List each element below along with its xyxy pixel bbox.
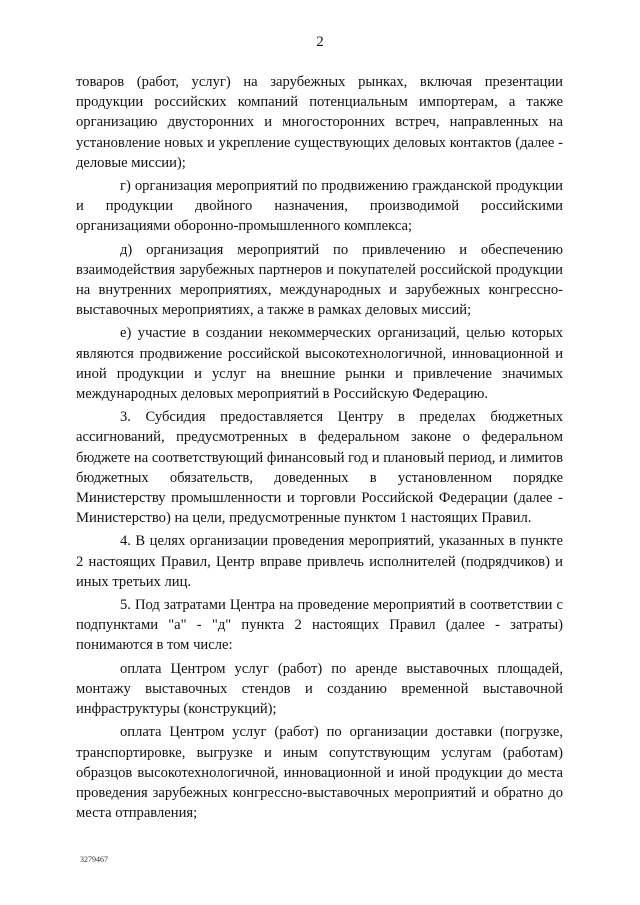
document-body bbox=[76, 72, 563, 826]
paragraph-expense-delivery: оплата Центром услуг (работ) по организации доставки (погрузке, транспортировке, выгрузке и иным сопутствующим услугам (работам) образцов высокотехнологичной, инновационной и иной продукции до места проведения зарубежных конгрессно-выставочных мероприятий и обратно до места отправления; bbox=[76, 724, 563, 822]
paragraph-continuation: товаров (работ, услуг) на зарубежных рынках, включая презентации продукции российских компаний потенциальным импортерам, а также организацию двусторонних и многосторонних встреч, направленных на установление новых и укрепление существующих деловых контактов (далее - деловые миссии); bbox=[76, 74, 563, 171]
paragraph-item-e: е) участие в создании некоммерческих организаций, целью которых являются продвижение российской высокотехнологичной, инновационной и иной продукции и услуг на внешние рынки и привлечение значимых международных деловых мероприятий в Российскую Федерацию. bbox=[76, 325, 563, 403]
paragraph-clause-4: 4. В целях организации проведения мероприятий, указанных в пункте 2 настоящих Правил, Центр вправе привлечь исполнителей (подрядчиков) и иных третьих лиц. bbox=[76, 533, 563, 590]
page-number: 2 bbox=[316, 34, 324, 50]
document-id: 3279467 bbox=[80, 855, 108, 864]
paragraph-expense-rent: оплата Центром услуг (работ) по аренде выставочных площадей, монтажу выставочных стендов и созданию временной выставочной инфраструктуры (конструкций); bbox=[76, 660, 563, 718]
paragraph-clause-3: 3. Субсидия предоставляется Центру в пределах бюджетных ассигнований, предусмотренных в федеральном законе о федеральном бюджете на соответствующий финансовый год и плановый период, и лимитов бюджетных обязательств, доведенных в установленном порядке Министерству промышленности и торговли Российской Федерации (далее - Министерство) на цели, предусмотренные пунктом 1 настоящих Правил. bbox=[76, 409, 563, 527]
paragraph-item-g: г) организация мероприятий по продвижению гражданской продукции и продукции двойного назначения, производимой российскими организациями оборонно-промышленного комплекса; bbox=[76, 178, 563, 235]
paragraph-clause-5: 5. Под затратами Центра на проведение мероприятий в соответствии с подпунктами "а" - "д" пункта 2 настоящих Правил (далее - затраты) понимаются в том числе: bbox=[76, 597, 563, 654]
paragraph-item-d: д) организация мероприятий по привлечению и обеспечению взаимодействия зарубежных партнеров и покупателей российской продукции на внутренних мероприятиях, международных и зарубежных конгрессно-выставочных мероприятиях, а также в рамках деловых миссий; bbox=[76, 241, 563, 319]
